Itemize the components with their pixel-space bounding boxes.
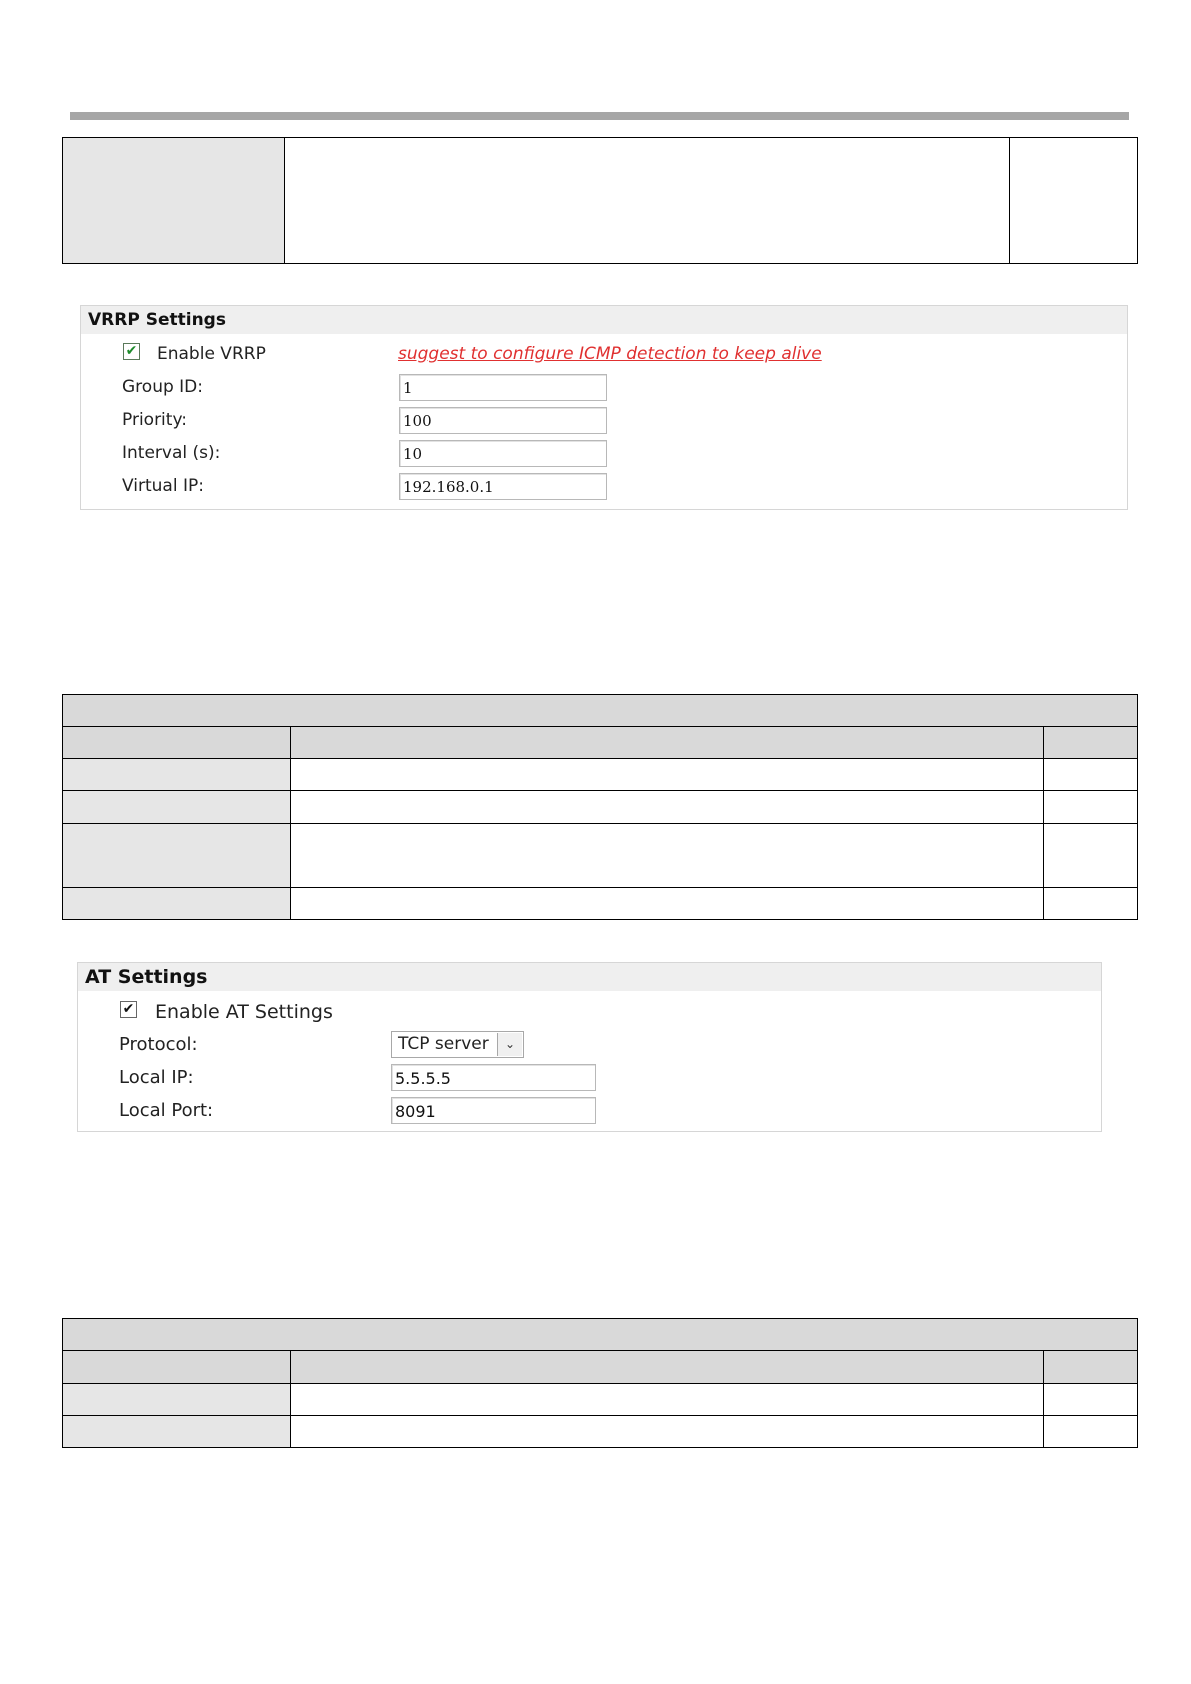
vrrp-settings-title: VRRP Settings bbox=[81, 306, 1127, 334]
table-cell bbox=[63, 727, 291, 759]
table-cell bbox=[63, 1415, 291, 1447]
table-cell bbox=[285, 138, 1010, 264]
table-cell bbox=[291, 791, 1044, 823]
table-cell bbox=[63, 1351, 291, 1383]
table-header-row bbox=[63, 1351, 1138, 1383]
table-cell bbox=[1044, 887, 1138, 919]
table-cell bbox=[1044, 1383, 1138, 1415]
at-parameter-table bbox=[62, 1318, 1138, 1448]
table-row bbox=[63, 759, 1138, 791]
group-id-input[interactable]: 1 bbox=[399, 374, 607, 401]
table-cell bbox=[63, 887, 291, 919]
group-id-label: Group ID: bbox=[122, 377, 203, 397]
header-rule bbox=[70, 112, 1129, 120]
protocol-select-value: TCP server bbox=[398, 1034, 489, 1054]
table-title-cell bbox=[63, 695, 1138, 727]
interval-input[interactable]: 10 bbox=[399, 440, 607, 467]
table-cell bbox=[291, 1383, 1044, 1415]
icmp-hint-link[interactable]: suggest to configure ICMP detection to keep alive bbox=[398, 344, 822, 364]
table-cell bbox=[1044, 727, 1138, 759]
table-title-cell bbox=[63, 1319, 1138, 1351]
checkmark-icon: ✔ bbox=[125, 343, 138, 359]
priority-label: Priority: bbox=[122, 410, 187, 430]
table-cell bbox=[1044, 1351, 1138, 1383]
table-cell bbox=[291, 1415, 1044, 1447]
table-cell bbox=[1010, 138, 1138, 264]
table-cell bbox=[291, 759, 1044, 791]
table-cell bbox=[63, 823, 291, 887]
protocol-label: Protocol: bbox=[119, 1034, 198, 1055]
virtual-ip-input[interactable]: 192.168.0.1 bbox=[399, 473, 607, 500]
vrrp-settings-panel bbox=[80, 305, 1128, 510]
local-port-label: Local Port: bbox=[119, 1100, 214, 1121]
table-row bbox=[63, 1415, 1138, 1447]
protocol-select[interactable] bbox=[391, 1031, 524, 1058]
enable-at-label: Enable AT Settings bbox=[155, 1001, 333, 1023]
table-cell bbox=[1044, 791, 1138, 823]
parameter-table-continued bbox=[62, 137, 1138, 264]
table-cell bbox=[291, 1351, 1044, 1383]
virtual-ip-label: Virtual IP: bbox=[122, 476, 204, 496]
table-cell bbox=[1044, 823, 1138, 887]
at-settings-panel bbox=[77, 962, 1102, 1132]
local-ip-label: Local IP: bbox=[119, 1067, 194, 1088]
table-header-row bbox=[63, 695, 1138, 727]
table-cell bbox=[1044, 1415, 1138, 1447]
chevron-down-icon[interactable]: ⌄ bbox=[497, 1033, 522, 1056]
vrrp-parameter-table bbox=[62, 694, 1138, 920]
table-cell bbox=[1044, 759, 1138, 791]
table-row bbox=[63, 791, 1138, 823]
checkmark-icon: ✔ bbox=[122, 1001, 135, 1017]
table-cell bbox=[63, 138, 285, 264]
table-row bbox=[63, 823, 1138, 887]
interval-label: Interval (s): bbox=[122, 443, 221, 463]
priority-input[interactable]: 100 bbox=[399, 407, 607, 434]
table-row bbox=[63, 1383, 1138, 1415]
table-row bbox=[63, 138, 1138, 264]
local-port-input[interactable]: 8091 bbox=[391, 1097, 596, 1124]
table-cell bbox=[63, 791, 291, 823]
table-cell bbox=[291, 887, 1044, 919]
table-cell bbox=[291, 727, 1044, 759]
table-cell bbox=[63, 1383, 291, 1415]
table-cell bbox=[291, 823, 1044, 887]
table-cell bbox=[63, 759, 291, 791]
table-header-row bbox=[63, 727, 1138, 759]
table-row bbox=[63, 887, 1138, 919]
table-header-row bbox=[63, 1319, 1138, 1351]
enable-vrrp-checkbox[interactable] bbox=[123, 343, 140, 360]
enable-at-checkbox[interactable] bbox=[120, 1001, 137, 1018]
enable-vrrp-label: Enable VRRP bbox=[157, 344, 266, 364]
at-settings-title: AT Settings bbox=[78, 963, 1101, 991]
local-ip-input[interactable]: 5.5.5.5 bbox=[391, 1064, 596, 1091]
